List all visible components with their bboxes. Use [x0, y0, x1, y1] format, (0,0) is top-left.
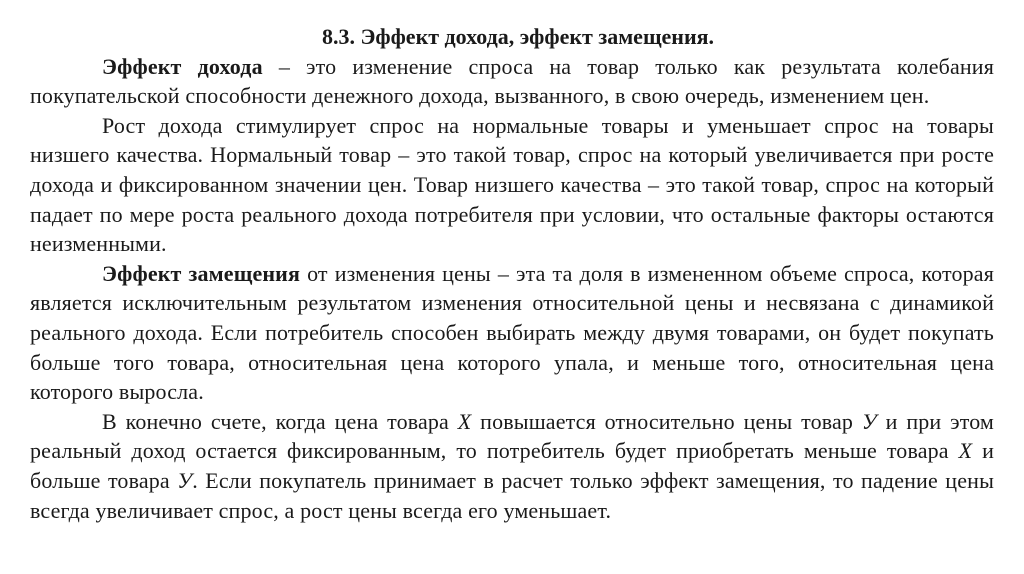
term-income-effect: Эффект дохода: [102, 53, 263, 79]
conclusion-text-3: и при этом реальный доход остается фиксированным, то потребитель будет приобретать меньше товара: [30, 408, 994, 464]
section-title: 8.3. Эффект дохода, эффект замещения.: [321, 24, 715, 49]
paragraph-income-effect: [30, 52, 994, 111]
conclusion-text-1: В конечно счете, когда цена товара: [102, 408, 458, 434]
normal-goods-text: Рост дохода стимулирует спрос на нормальные товары и уменьшает спрос на товары низшего качества. Нормальный товар – это такой товар, спрос на который увеличивается при росте дохода и фиксированном значении цен. Товар низшего качества – это такой товар, спрос на который падает по мере роста реального дохода потребителя при условии, что остальные факторы остаются неизменными.: [30, 112, 994, 257]
conclusion-text-2: повышается относительно цены товар: [471, 408, 862, 434]
good-x-symbol: X: [457, 408, 472, 434]
paragraph-normal-goods: [30, 111, 994, 259]
good-x-symbol: X: [958, 438, 973, 464]
income-effect-definition: – это изменение спроса на товар только как результата колебания покупательской способности денежного дохода, вызванного, в свою очередь, изменением цен.: [30, 53, 994, 109]
good-y-symbol: У: [861, 408, 877, 434]
good-y-symbol: У: [177, 467, 193, 493]
conclusion-text-4: и больше товара: [30, 438, 994, 493]
term-substitution-effect: Эффект замещения: [102, 260, 301, 286]
substitution-effect-definition: от изменения цены – эта та доля в измененном объеме спроса, которая является исключительным результатом изменения относительной цены и несвязана с динамикой реального дохода. Если потребитель способен выбирать между двумя товарами, он будет покупать больше того товара, относительная цена которого упала, и меньше того, относительная цена которого выросла.: [30, 260, 994, 405]
paragraph-substitution-effect: [30, 259, 994, 407]
conclusion-text-5: . Если покупатель принимает в расчет только эффект замещения, то падение цены всегда увеличивает спрос, а рост цены всегда его уменьшает.: [30, 467, 994, 523]
paragraph-conclusion: [30, 407, 994, 525]
